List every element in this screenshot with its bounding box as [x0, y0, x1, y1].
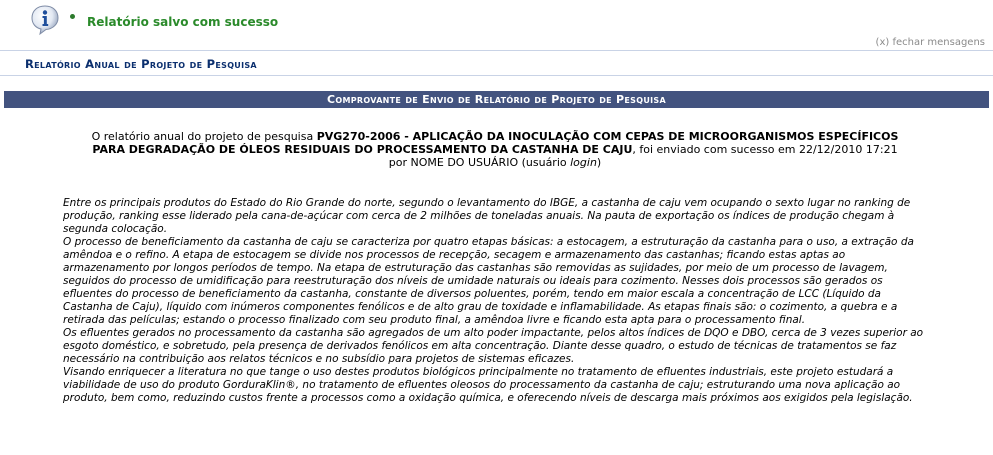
- close-messages-link[interactable]: (x) fechar mensagens: [875, 37, 985, 48]
- page-title-bar: [0, 50, 993, 76]
- success-message-text: Relatório salvo com sucesso: [87, 15, 279, 29]
- receipt-middle: , foi enviado com sucesso em 22/12/2010 17:21 por NOME DO USUÁRIO (usuário: [388, 143, 898, 169]
- receipt-suffix: ): [596, 156, 602, 169]
- report-paragraph: O processo de beneficiamento da castanha de caju se caracteriza por quatro etapas básicas: a estocagem, a estruturação da castanha para o uso, a extração da amêndoa e o refino. A etapa de estocagem se divide nos processos de recepção, secagem e armazenamento das castanhas; ficando estas aptas ao armazenamento por longos períodos de tempo. Na etapa de estruturação das castanhas são removidas as sujidades, por meio de um processo de lavagem, seguidos do processo de umidificação para reestruturação dos níveis de umidade naturais ou ideais para cozimento. Nesses dois processos são gerados os efluentes do processo de beneficiamento da castanha, constante de diversos poluentes, porém, tendo em maior escala a concentração de LCC (Líquido da Castanha de Caju), líquido com inúmeros componentes fenólicos e de alto grau de toxidade e inflamabilidade. As etapas finais são: o cozimento, a quebra e a retirada das películas; estando o processo finalizado com seu produto final, a amêndoa livre e ficando esta apta para o processamento final.: [63, 236, 914, 326]
- page-title: Relatório Anual de Projeto de Pesquisa: [25, 57, 257, 71]
- report-body: [63, 197, 929, 405]
- report-paragraph: Os efluentes gerados no processamento da castanha são agregados de um alto poder impactante, pelos altos índices de DQO e DBO, cerca de 3 vezes superior ao esgoto doméstico, e sobretudo, pela presença de derivados fenólicos em alta concentração. Diante desse quadro, o estudo de técnicas de tratamentos se faz necessário na contribuição aos relatos técnicos e no subsídio para projetos de sistemas eficazes.: [63, 327, 924, 365]
- receipt-login: login: [570, 156, 597, 169]
- success-message-box: [0, 0, 993, 40]
- section-header: Comprovante de Envio de Relatório de Projeto de Pesquisa: [4, 91, 989, 108]
- report-paragraph: Entre os principais produtos do Estado do Rio Grande do norte, segundo o levantamento do IBGE, a castanha de caju vem ocupando o sexto lugar no ranking de produção, ranking esse liderado pela cana-de-açúcar com cerca de 2 milhões de toneladas anuais. Na pauta de exportação os índices de produção chegam à segunda colocação.: [63, 197, 911, 235]
- project-title: PVG270-2006 - APLICAÇÃO DA INOCULAÇÃO COM CEPAS DE MICROORGANISMOS ESPECÍFICOS PARA DEGRADAÇÃO DE ÓLEOS RESIDUAIS DO PROCESSAMENTO DA CASTANHA DE CAJU: [92, 130, 899, 156]
- message-bullet: [70, 14, 75, 19]
- report-paragraph: Visando enriquecer a literatura no que tange o uso destes produtos biológicos principalmente no tratamento de efluentes industriais, este projeto estudará a viabilidade de uso do produto GorduraKlin®, no tratamento de efluentes oleosos do processamento da castanha de caju; estruturando uma nova aplicação ao produto, bem como, reduzindo custos frente a processos como a oxidação química, e oferecendo níveis de descarga mais próximos aos exigidos pela legislação.: [63, 366, 913, 404]
- info-icon: [29, 4, 61, 36]
- submission-receipt: [90, 130, 900, 169]
- receipt-prefix: O relatório anual do projeto de pesquisa: [91, 130, 317, 143]
